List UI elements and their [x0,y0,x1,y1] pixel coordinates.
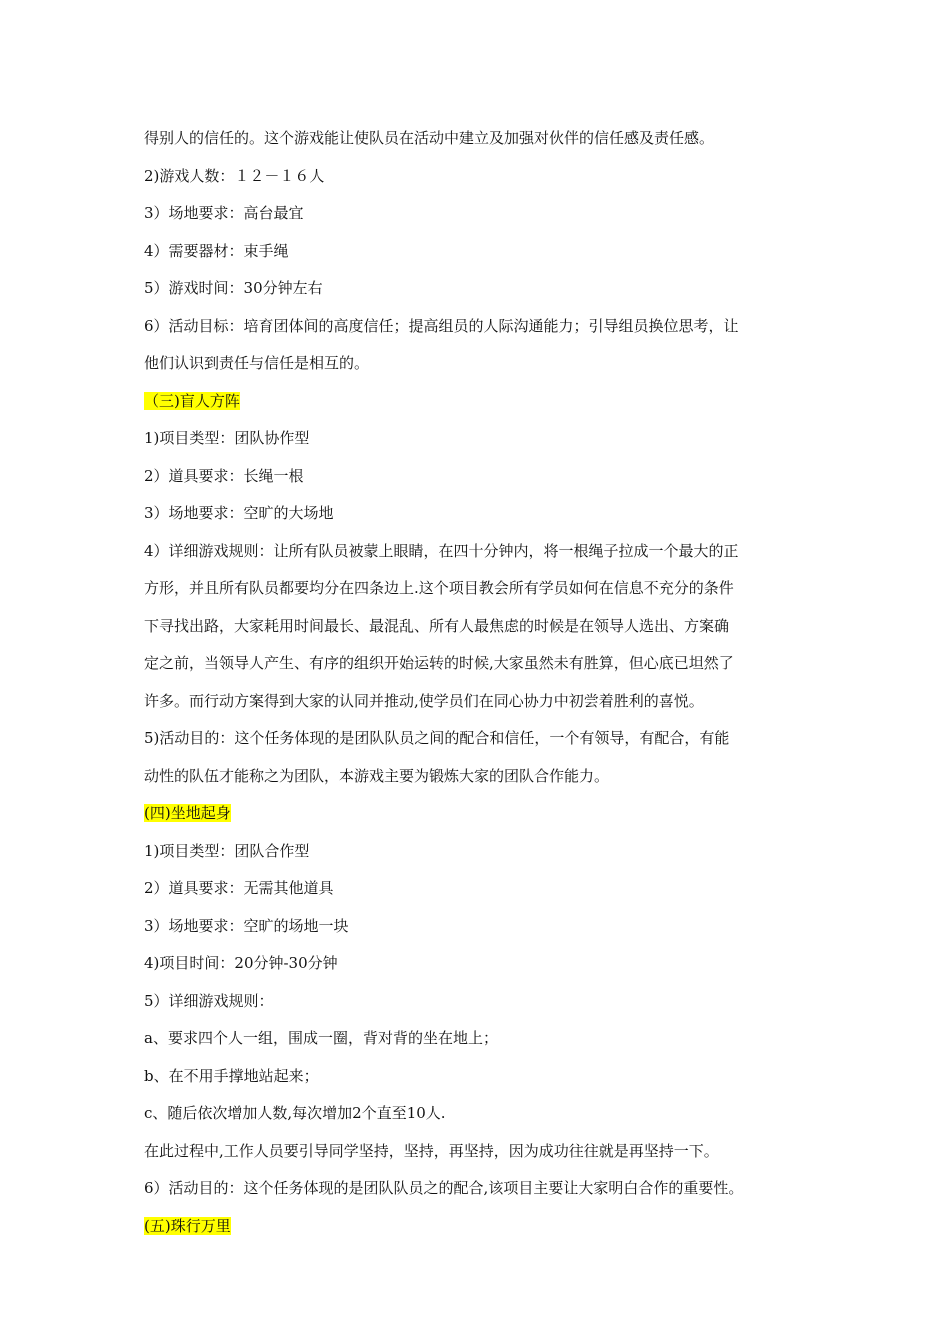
body-text: 许多。而行动方案得到大家的认同并推动,使学员们在同心协力中初尝着胜利的喜悦。 [144,691,704,710]
body-text: 2）道具要求：长绳一根 [144,466,304,485]
body-text: 6）活动目标：培育团体间的高度信任；提高组员的人际沟通能力；引导组员换位思考，让 [144,316,739,335]
section-heading-text: (五)珠行万里 [144,1216,231,1235]
body-text: 动性的队伍才能称之为团队，本游戏主要为锻炼大家的团队合作能力。 [144,766,610,785]
body-text: 3）场地要求：空旷的场地一块 [144,916,349,935]
body-text: 6）活动目的：这个任务体现的是团队队员之的配合,该项目主要让大家明白合作的重要性。 [144,1179,744,1197]
body-text: 4）需要器材：束手绳 [144,241,289,260]
body-text: 5)活动目的：这个任务体现的是团队队员之间的配合和信任，一个有领导，有配合，有能 [144,729,730,747]
body-text: 3）场地要求：空旷的大场地 [144,504,334,522]
body-text: 1)项目类型：团队合作型 [144,841,310,860]
body-text: 2）道具要求：无需其他道具 [144,879,334,897]
section-heading-text: (四)坐地起身 [144,804,231,822]
body-text: 在此过程中,工作人员要引导同学坚持，坚持，再坚持，因为成功往往就是再坚持一下。 [144,1141,719,1160]
body-text: c、随后依次增加人数,每次增加2个直至10人. [144,1104,446,1122]
section-heading [144,795,814,833]
body-text: 他们认识到责任与信任是相互的。 [144,354,370,372]
body-text: 3）场地要求：高台最宜 [144,204,304,222]
body-text: 5）详细游戏规则： [144,991,274,1010]
section-heading [144,1208,814,1246]
body-text: 得别人的信任的。这个游戏能让使队员在活动中建立及加强对伙伴的信任感及责任感。 [144,129,715,147]
document-body [144,120,814,1245]
body-text: b、在不用手撑地站起来； [144,1066,319,1085]
section-heading [144,383,814,421]
body-text: 5）游戏时间：30分钟左右 [144,279,323,297]
body-text: 定之前，当领导人产生、有序的组织开始运转的时候,大家虽然未有胜算，但心底已坦然了 [144,654,734,672]
body-text: 下寻找出路，大家耗用时间最长、最混乱、所有人最焦虑的时候是在领导人选出、方案确 [144,616,730,635]
body-text: 2)游戏人数：１２－１６人 [144,166,325,185]
section-heading-text: （三)盲人方阵 [144,391,240,410]
body-text: 4）详细游戏规则：让所有队员被蒙上眼睛，在四十分钟内，将一根绳子拉成一个最大的正 [144,541,739,560]
body-text: 4)项目时间：20分钟-30分钟 [144,954,338,972]
body-text: a、要求四个人一组，围成一圈，背对背的坐在地上； [144,1029,498,1047]
body-text: 1)项目类型：团队协作型 [144,429,310,447]
body-text: 方形，并且所有队员都要均分在四条边上.这个项目教会所有学员如何在信息不充分的条件 [144,579,734,597]
